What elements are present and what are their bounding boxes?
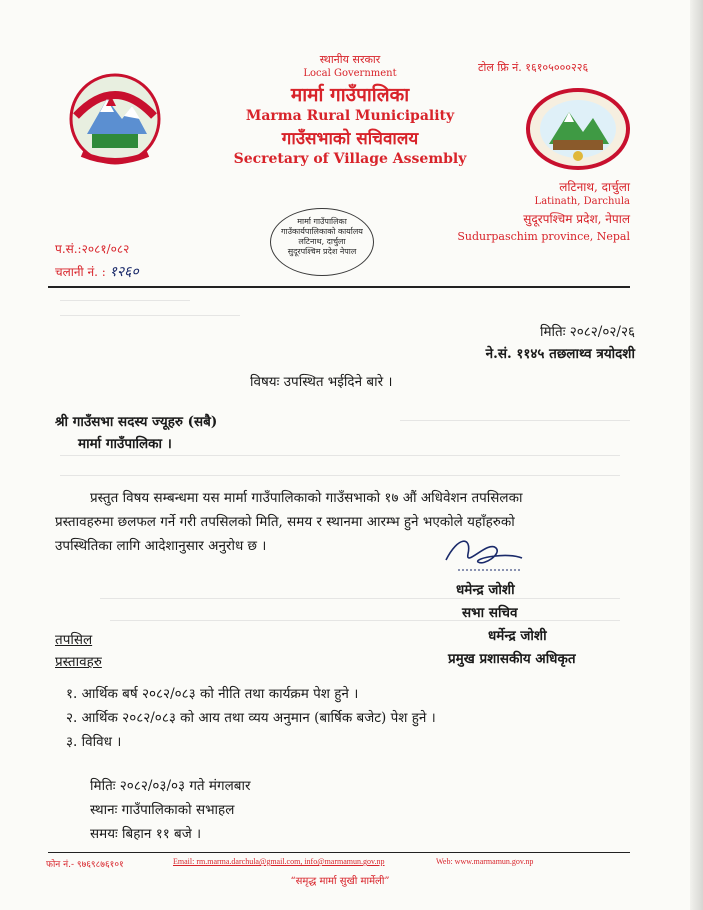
tapasil-subheading: प्रस्तावहरु [55, 654, 102, 670]
stamp-line-1: मार्मा गाउँपालिका [297, 217, 347, 226]
header-divider [48, 286, 630, 288]
footer-phone: फोन नं.- ९७६९८७६१०१ [46, 860, 124, 870]
meeting-date: मितिः २०८२/०३/०३ गते मंगलबार [90, 778, 251, 794]
body-line-1: प्रस्तुत विषय सम्बन्धमा यस मार्मा गाउँपालिकाको गाउँसभाको १७ औं अधिवेशन तपसिलका [90, 490, 523, 506]
toll-free-number: टोल फ्रि नं. १६१०५०००२२६ [478, 61, 589, 74]
addressee-line-2: मार्मा गाउँपालिका । [78, 436, 172, 452]
municipality-title-en: Marma Rural Municipality [245, 108, 455, 124]
signer-name: धमेन्द्र जोशी [456, 582, 515, 598]
municipality-logo [525, 88, 631, 170]
stamp-line-2: गाउँकार्यपालिकाको कार्यालय [281, 227, 363, 236]
footer-divider [48, 852, 630, 853]
page-edge [690, 0, 703, 910]
secretariat-title-np: गाउँसभाको सचिवालय [281, 129, 419, 149]
ps-number: प.सं.:२०८१/०८२ [55, 242, 130, 256]
stamp-signer-name: धर्मेन्द्र जोशी [488, 628, 547, 644]
proposal-item-1: १. आर्थिक बर्ष २०८२/०८३ को नीति तथा कार्यक्रम पेश हुने । [66, 686, 359, 702]
location-np: लटिनाथ, दार्चुला [559, 180, 630, 194]
nepal-emblem-logo [62, 64, 168, 174]
letter-date: मितिः २०८२/०२/२६ [539, 324, 635, 340]
stamp-signer-role: प्रमुख प्रशासकीय अधिकृत [448, 651, 576, 667]
signer-role: सभा सचिव [462, 605, 518, 621]
footer-web: Web: www.marmamun.gov.np [436, 857, 534, 866]
province-en: Sudurpaschim province, Nepal [457, 230, 630, 243]
addressee-line-1: श्री गाउँसभा सदस्य ज्यूहरु (सबै) [55, 414, 218, 430]
province-np: सुदूरपश्चिम प्रदेश, नेपाल [523, 212, 630, 226]
secretariat-title-en: Secretary of Village Assembly [233, 151, 467, 167]
location-en: Latinath, Darchula [534, 196, 630, 207]
nepal-sambat-date: ने.सं. ११४५ तछलाथ्व त्रयोदशी [485, 346, 635, 362]
meeting-time: समयः बिहान ११ बजे । [90, 826, 202, 842]
footer-slogan: “समृद्ध मार्मा सुखी मार्मेली” [290, 876, 390, 887]
handwritten-signature [438, 530, 528, 578]
local-gov-np: स्थानीय सरकार [319, 53, 381, 66]
footer-email: Email: rm.marma.darchula@gmail.com, info@marmamun.gov.np [173, 857, 385, 866]
body-line-3: उपस्थितिका लागि आदेशानुसार अनुरोध छ । [55, 538, 267, 554]
chalani-label: चलानी नं. : [55, 265, 106, 279]
tapasil-heading: तपसिल [55, 632, 93, 648]
proposal-item-3: ३. विविध । [66, 734, 122, 750]
proposal-item-2: २. आर्थिक २०८२/०८३ को आय तथा व्यय अनुमान (बार्षिक बजेट) पेश हुने । [66, 710, 436, 726]
municipality-title-np: मार्मा गाउँपालिका [290, 84, 410, 106]
stamp-line-3: लटिनाथ, दार्चुला [298, 237, 346, 246]
letter-subject: विषयः उपस्थित भईदिने बारे । [250, 374, 393, 390]
chalani-value: १२६० [109, 264, 139, 280]
meeting-venue: स्थानः गाउँपालिकाको सभाहल [90, 802, 235, 818]
stamp-line-4: सुदूरपश्चिम प्रदेश नेपाल [287, 247, 357, 256]
office-stamp [270, 208, 374, 276]
local-gov-en: Local Government [303, 68, 397, 79]
body-line-2: प्रस्तावहरुमा छलफल गर्ने गरी तपसिलको मिति, समय र स्थानमा आरम्भ हुने भएकोले यहाँहरुको [55, 514, 515, 530]
